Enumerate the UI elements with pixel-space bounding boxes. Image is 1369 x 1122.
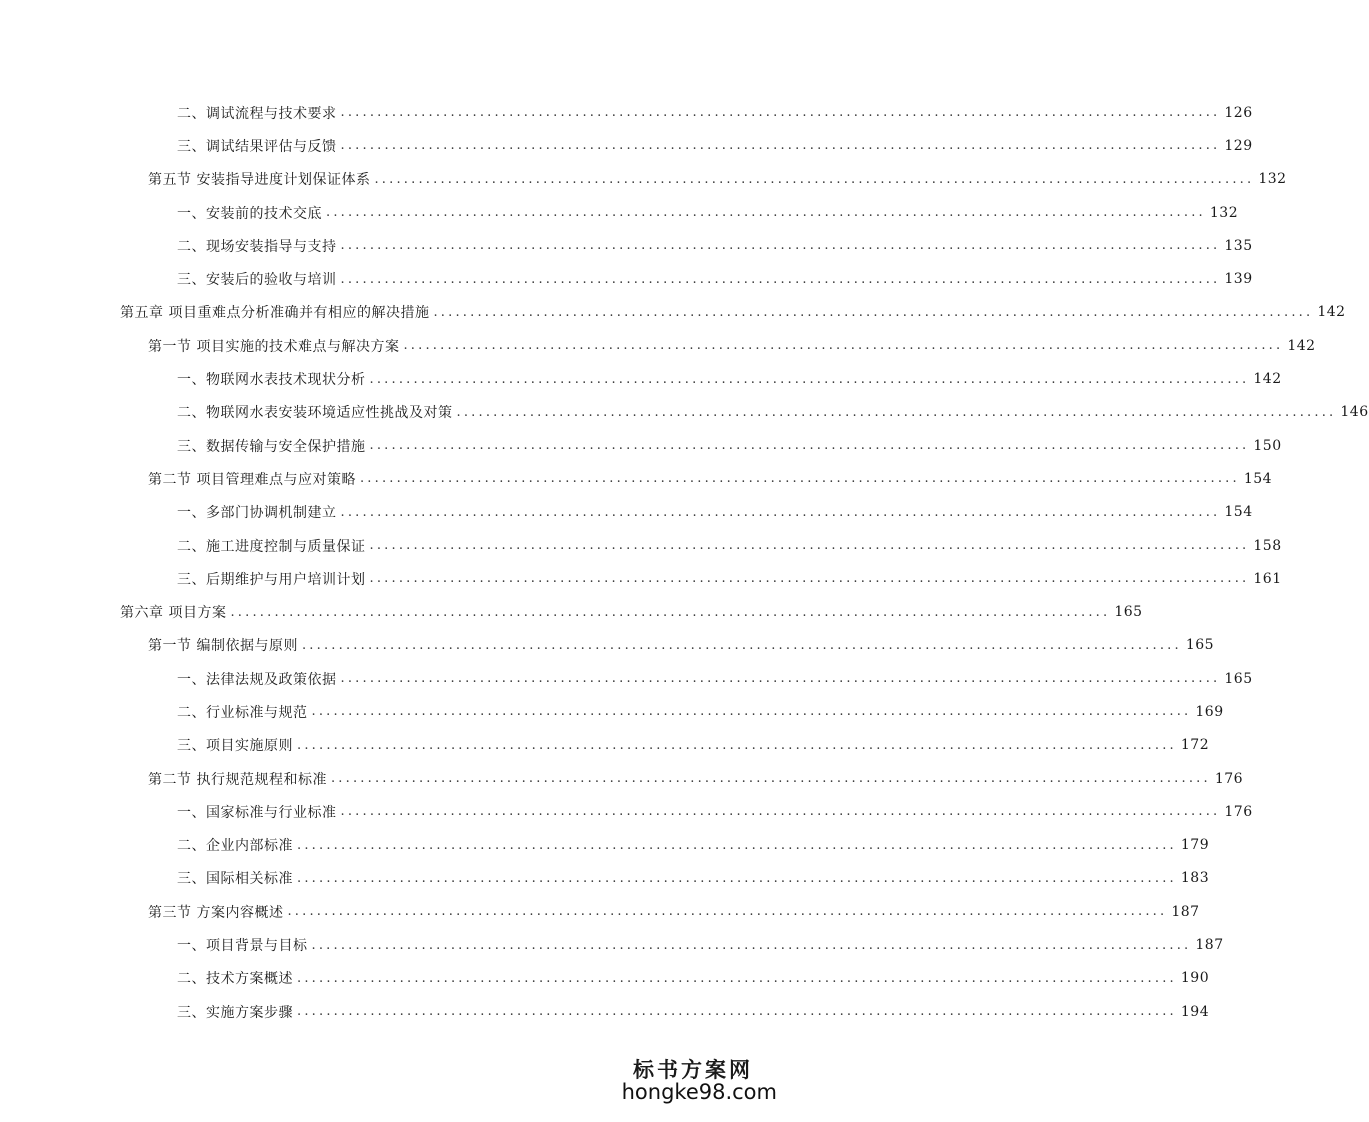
toc-entry-label: 第三节 方案内容概述 — [148, 904, 284, 921]
toc-page-number: 161 — [1253, 570, 1282, 587]
toc-entry-label: 二、物联网水表安装环境适应性挑战及对策 — [177, 405, 453, 422]
toc-subsection-entry[interactable] — [0, 729, 1210, 762]
toc-subsection-entry[interactable] — [0, 196, 1239, 229]
toc-entry-label: 三、项目实施原则 — [177, 738, 293, 755]
toc-section-entry[interactable] — [0, 163, 1287, 196]
watermark-site-name: 标书方案网 — [633, 1057, 753, 1082]
toc-page-number: 132 — [1209, 204, 1239, 221]
toc-entry-label: 一、物联网水表技术现状分析 — [177, 372, 366, 389]
toc-page-number: 165 — [1114, 604, 1143, 621]
toc-dot-leader: ........................................................................................................................ — [297, 837, 1177, 853]
toc-page-number: 165 — [1185, 637, 1215, 654]
toc-dot-leader: ........................................................................................................................ — [369, 438, 1250, 454]
watermark-logo — [621, 1054, 779, 1112]
toc-subsection-entry[interactable] — [0, 362, 1282, 395]
toc-page-number: 194 — [1180, 1003, 1210, 1020]
toc-page-number: 146 — [1340, 404, 1369, 421]
toc-entry-label: 第二节 执行规范规程和标准 — [148, 771, 327, 788]
toc-entry-label: 三、国际相关标准 — [177, 871, 293, 888]
toc-dot-leader: ........................................................................................................................ — [297, 737, 1177, 753]
toc-entry-label: 三、数据传输与安全保护措施 — [177, 438, 366, 455]
toc-entry-label: 第五章 项目重难点分析准确并有相应的解决措施 — [120, 305, 430, 322]
toc-dot-leader: ........................................................................................................................ — [456, 404, 1337, 420]
toc-subsection-entry[interactable] — [0, 862, 1210, 895]
toc-subsection-entry[interactable] — [0, 562, 1282, 595]
toc-dot-leader: ........................................................................................................................ — [297, 970, 1177, 986]
toc-entry-label: 三、实施方案步骤 — [177, 1004, 293, 1021]
table-of-contents — [0, 96, 1369, 1028]
toc-entry-label: 三、安装后的验收与培训 — [177, 272, 337, 289]
toc-page-number: 126 — [1224, 104, 1253, 121]
watermark-url: hongke98.com — [621, 1080, 777, 1104]
toc-page-number: 142 — [1253, 371, 1282, 388]
toc-page-number: 165 — [1224, 670, 1253, 687]
toc-chapter-entry[interactable] — [0, 595, 1143, 628]
toc-entry-label: 一、安装前的技术交底 — [177, 205, 322, 222]
toc-dot-leader: ........................................................................................................................ — [369, 538, 1250, 553]
toc-entry-label: 第二节 项目管理难点与应对策略 — [148, 471, 356, 488]
toc-chapter-entry[interactable] — [0, 296, 1346, 329]
toc-page-number: 172 — [1180, 737, 1210, 754]
toc-entry-label: 一、法律法规及政策依据 — [177, 671, 337, 688]
toc-dot-leader: ........................................................................................................................ — [311, 937, 1192, 953]
toc-entry-label: 二、企业内部标准 — [177, 838, 293, 855]
toc-page-number: 142 — [1287, 337, 1316, 354]
toc-page-number: 158 — [1253, 537, 1282, 554]
toc-entry-label: 三、后期维护与用户培训计划 — [177, 571, 366, 588]
toc-dot-leader: ........................................................................................................................ — [230, 604, 1111, 620]
toc-subsection-entry[interactable] — [0, 795, 1253, 828]
toc-subsection-entry[interactable] — [0, 429, 1282, 462]
toc-page-number: 150 — [1253, 437, 1282, 454]
toc-page-number: 183 — [1180, 870, 1210, 887]
toc-subsection-entry[interactable] — [0, 229, 1253, 262]
toc-entry-label: 二、行业标准与规范 — [177, 704, 308, 721]
toc-page-number: 190 — [1180, 970, 1210, 987]
toc-page-number: 179 — [1180, 837, 1210, 854]
toc-dot-leader: ........................................................................................................................ — [433, 304, 1314, 320]
toc-dot-leader: ........................................................................................................................ — [297, 1004, 1177, 1020]
toc-subsection-entry[interactable] — [0, 96, 1253, 129]
toc-entry-label: 第五节 安装指导进度计划保证体系 — [148, 172, 371, 189]
toc-subsection-entry[interactable] — [0, 396, 1369, 429]
toc-dot-leader: ........................................................................................................................ — [340, 671, 1221, 687]
toc-dot-leader: ........................................................................................................................ — [340, 271, 1221, 287]
toc-dot-leader: ........................................................................................................................ — [326, 205, 1206, 221]
toc-entry-label: 三、调试结果评估与反馈 — [177, 138, 337, 155]
toc-entry-label: 一、项目背景与目标 — [177, 938, 308, 955]
toc-dot-leader: ........................................................................................................................ — [287, 904, 1168, 920]
toc-entry-label: 一、国家标准与行业标准 — [177, 804, 337, 821]
toc-entry-label: 第一节 编制依据与原则 — [148, 638, 298, 655]
toc-subsection-entry[interactable] — [0, 962, 1210, 995]
toc-subsection-entry[interactable] — [0, 262, 1253, 295]
toc-subsection-entry[interactable] — [0, 662, 1253, 695]
toc-section-entry[interactable] — [0, 329, 1316, 362]
toc-entry-label: 二、现场安装指导与支持 — [177, 238, 337, 255]
toc-page-number: 135 — [1224, 237, 1253, 254]
toc-entry-label: 二、技术方案概述 — [177, 971, 293, 988]
toc-dot-leader: ........................................................................................................................ — [359, 471, 1240, 487]
toc-section-entry[interactable] — [0, 762, 1244, 795]
toc-entry-label: 二、施工进度控制与质量保证 — [177, 538, 366, 555]
toc-dot-leader: ........................................................................................................................ — [330, 771, 1211, 787]
toc-dot-leader: ........................................................................................................................ — [340, 238, 1221, 254]
toc-page-number: 154 — [1243, 470, 1273, 487]
toc-section-entry[interactable] — [0, 629, 1215, 662]
toc-dot-leader: ........................................................................................................................ — [374, 171, 1255, 187]
toc-dot-leader: ........................................................................................................................ — [297, 870, 1177, 886]
toc-page-number: 154 — [1224, 504, 1253, 521]
toc-subsection-entry[interactable] — [0, 829, 1210, 862]
toc-subsection-entry[interactable] — [0, 928, 1224, 961]
toc-page-number: 142 — [1317, 304, 1346, 321]
toc-dot-leader: ........................................................................................................................ — [340, 138, 1221, 154]
toc-subsection-entry[interactable] — [0, 695, 1224, 728]
toc-section-entry[interactable] — [0, 895, 1200, 928]
toc-page-number: 129 — [1224, 137, 1253, 154]
toc-page-number: 139 — [1224, 271, 1253, 288]
toc-subsection-entry[interactable] — [0, 529, 1282, 562]
toc-subsection-entry[interactable] — [0, 129, 1253, 162]
toc-page-number: 187 — [1195, 937, 1224, 954]
toc-dot-leader: ........................................................................................................................ — [340, 105, 1221, 121]
toc-dot-leader: ........................................................................................................................ — [403, 338, 1284, 354]
toc-subsection-entry[interactable] — [0, 496, 1253, 529]
toc-section-entry[interactable] — [0, 462, 1273, 495]
toc-page-number: 187 — [1171, 903, 1200, 920]
toc-dot-leader: ........................................................................................................................ — [340, 804, 1221, 820]
toc-entry-label: 一、多部门协调机制建立 — [177, 505, 337, 522]
toc-page-number: 169 — [1195, 703, 1224, 720]
toc-dot-leader: ........................................................................................................................ — [301, 637, 1182, 653]
toc-dot-leader: ........................................................................................................................ — [340, 504, 1221, 520]
toc-entry-label: 二、调试流程与技术要求 — [177, 105, 337, 122]
toc-entry-label: 第一节 项目实施的技术难点与解决方案 — [148, 338, 400, 355]
toc-dot-leader: ........................................................................................................................ — [369, 571, 1250, 587]
toc-entry-label: 第六章 项目方案 — [120, 605, 227, 622]
toc-subsection-entry[interactable] — [0, 995, 1210, 1028]
toc-page-number: 132 — [1258, 171, 1287, 188]
toc-dot-leader: ........................................................................................................................ — [369, 371, 1250, 387]
toc-page-number: 176 — [1214, 770, 1244, 787]
toc-page-number: 176 — [1224, 803, 1253, 820]
toc-dot-leader: ........................................................................................................................ — [311, 704, 1192, 720]
